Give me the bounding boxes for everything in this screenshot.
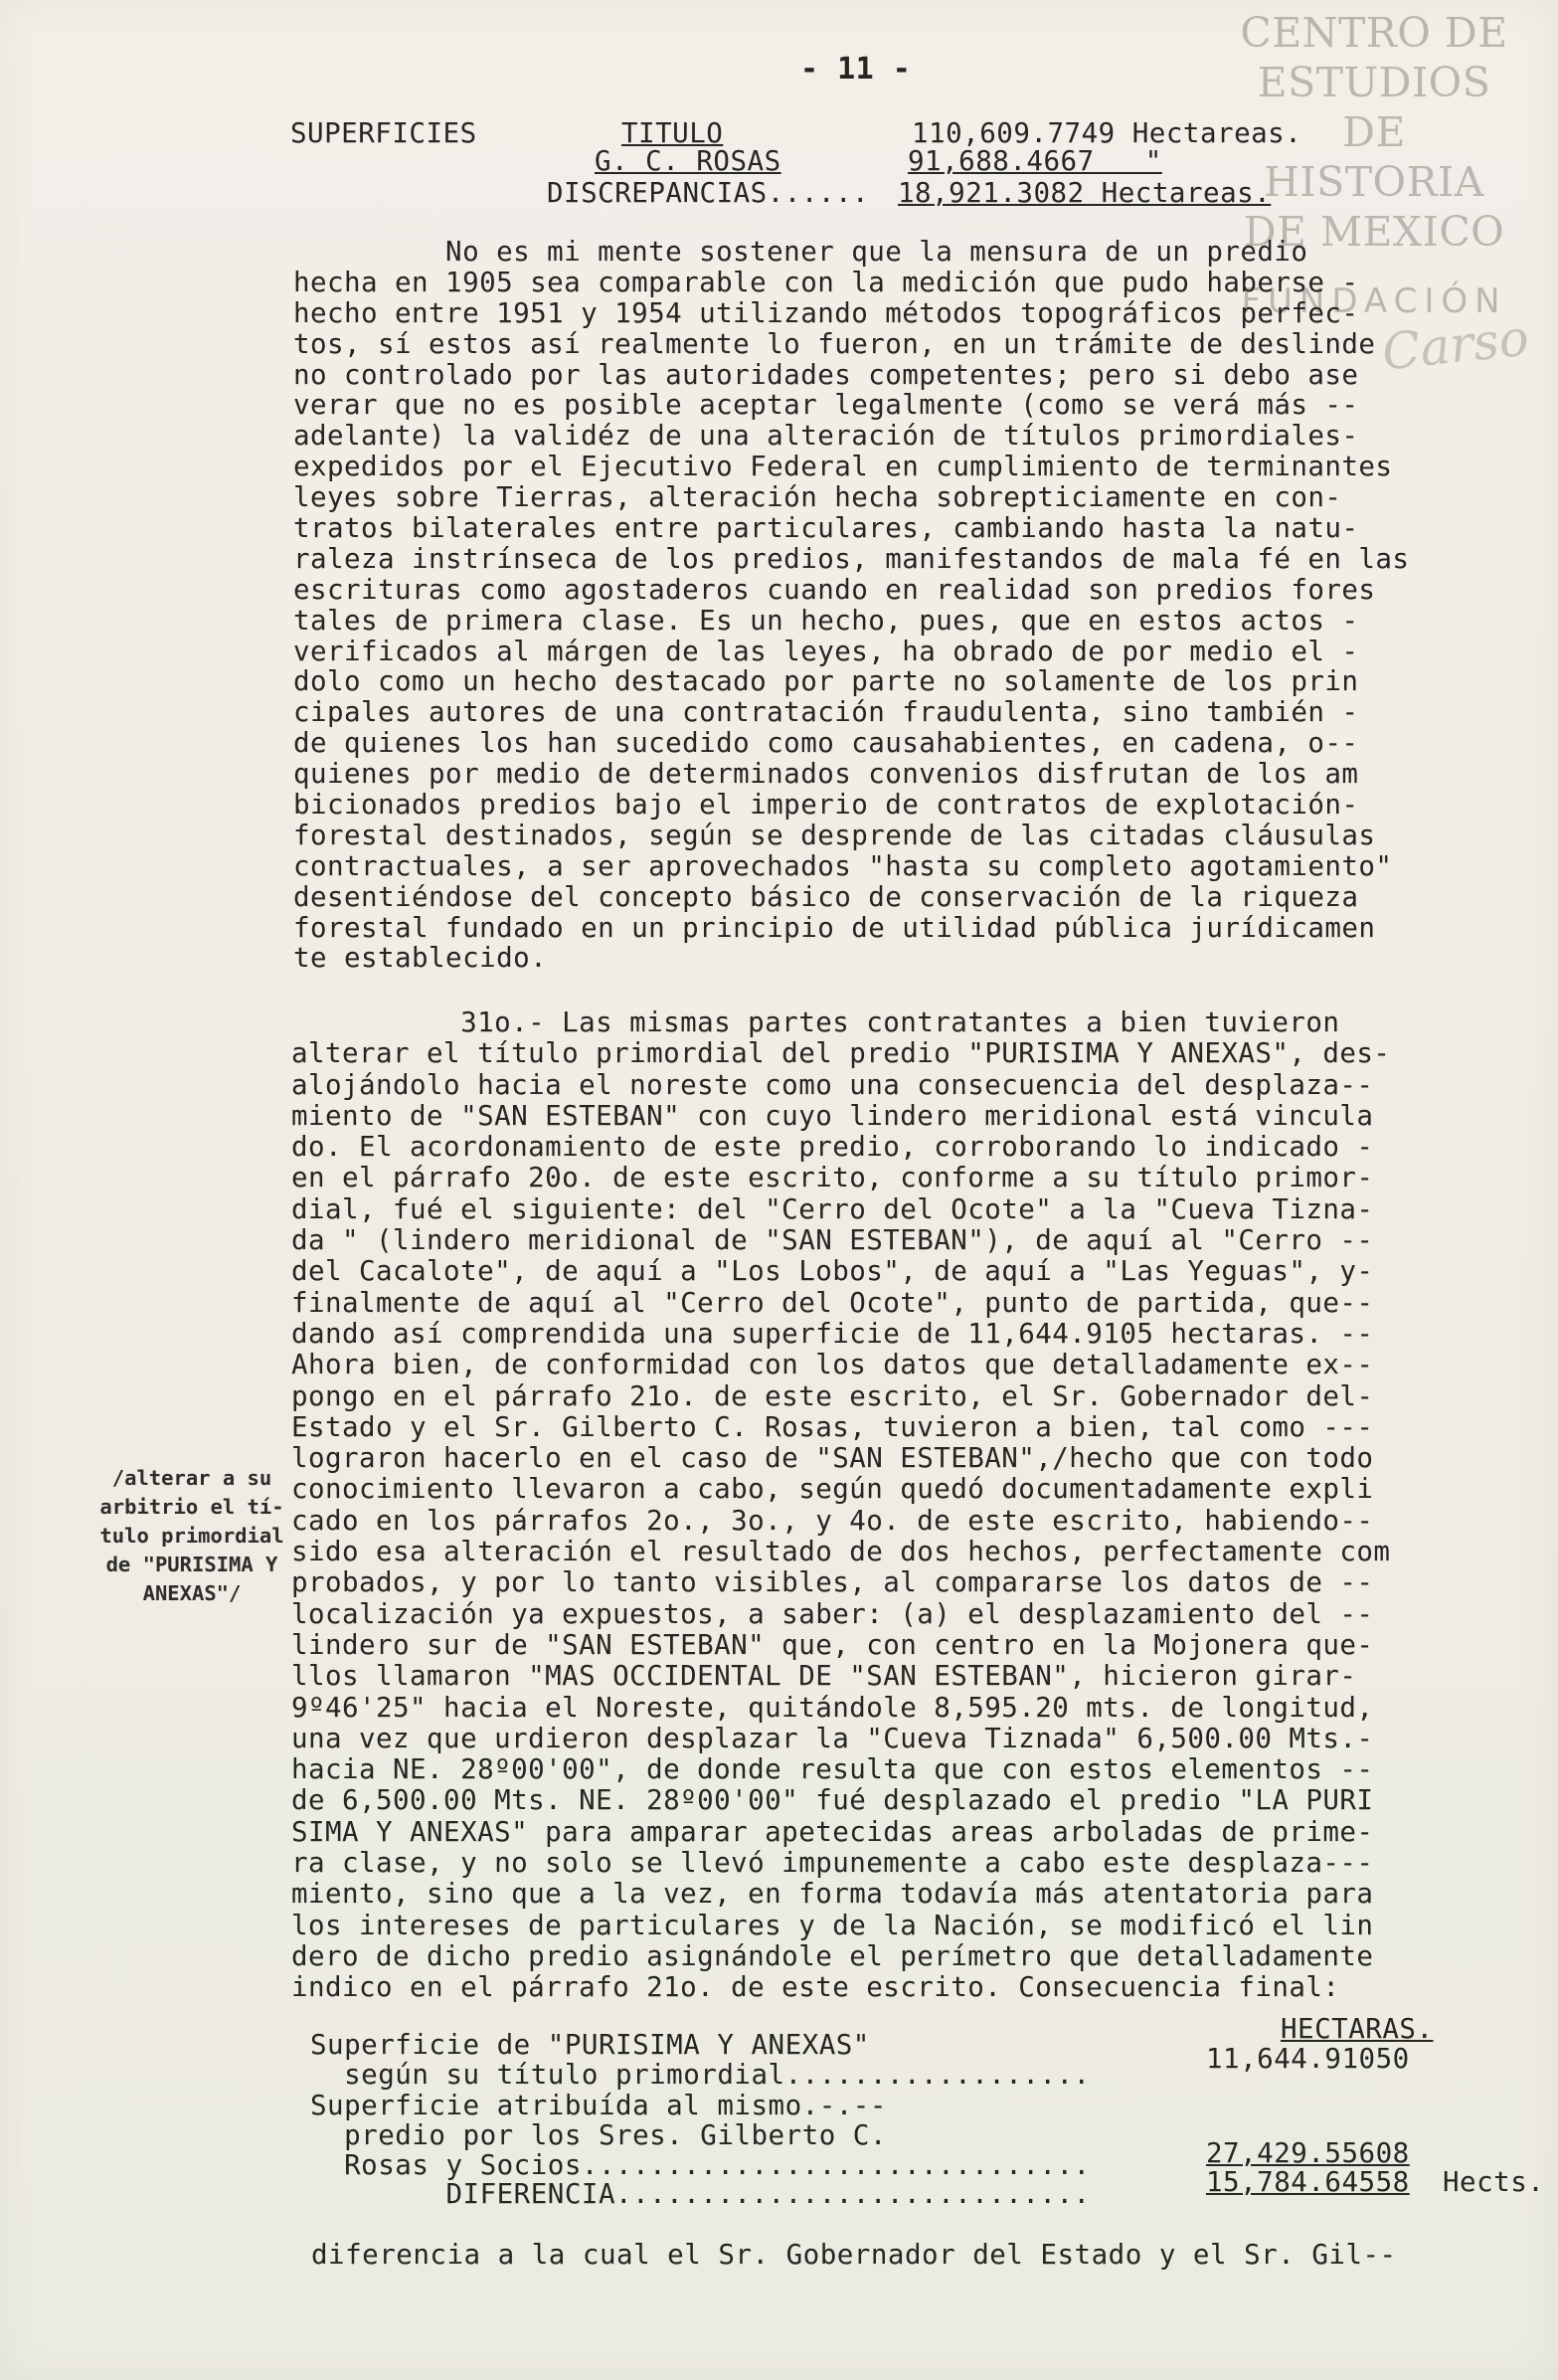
text-line: dando así comprendida una superficie de 11,644.9105 hectaras. -- [291, 1317, 1374, 1350]
text-line: forestal destinados, según se desprende de las citadas cláusulas [293, 819, 1376, 851]
paragraph-2 [291, 1007, 1544, 2004]
text-line: cado en los párrafos 2o., 3o., y 4o. de este escrito, habiendo-- [291, 1504, 1374, 1537]
text-line: hecho entre 1951 y 1954 utilizando métodos topográficos perfec- [293, 296, 1359, 329]
text-line: SIMA Y ANEXAS" para amparar apetecidas areas arboladas de prime- [291, 1815, 1374, 1848]
text-line: llos llamaron "MAS OCCIDENTAL DE "SAN ESTEBAN", hicieron girar- [291, 1660, 1357, 1693]
text-line: una vez que urdieron desplazar la "Cueva Tiznada" 6,500.00 Mts.- [291, 1722, 1374, 1754]
watermark-line: ESTUDIOS [1257, 59, 1491, 106]
summary-difference-value: 15,784.64558 [1206, 2166, 1410, 2198]
text-line: dial, fué el siguiente: del "Cerro del Ocote" a la "Cueva Tizna- [291, 1192, 1374, 1225]
text-line: tratos bilaterales entre particulares, cambiando hasta la natu- [293, 512, 1359, 545]
margin-note-line: /alterar a su [111, 1466, 272, 1490]
summary-header: HECTARAS. [1281, 2013, 1434, 2045]
text-line: en el párrafo 20o. de este escrito, conforme a su título primor- [291, 1162, 1374, 1194]
text-line: indico en el párrafo 21o. de este escrito. Consecuencia final: [291, 1971, 1340, 2004]
summary-row1-value: 11,644.91050 [1206, 2043, 1410, 2075]
text-line: tales de primera clase. Es un hecho, pues, que en estos actos - [293, 604, 1359, 637]
text-line: localización ya expuestos, a saber: (a) el desplazamiento del -- [291, 1597, 1374, 1630]
text-line: finalmente de aquí al "Cerro del Ocote", punto de partida, que-- [291, 1286, 1374, 1319]
text-line: conocimiento llevaron a cabo, según quedó documentadamente expli [291, 1473, 1374, 1506]
watermark-subtitle: FUNDACIÓN [1241, 281, 1507, 321]
text-line: adelante) la validéz de una alteración de títulos primordiales- [293, 420, 1359, 453]
watermark-line: DE HISTORIA [1264, 108, 1484, 206]
text-line: dero de dicho predio asignándole el perímetro que detalladamente [291, 1939, 1374, 1972]
text-line: da " (lindero meridional de "SAN ESTEBAN"), de aquí al "Cerro -- [291, 1224, 1374, 1257]
summary-row1-line2: según su título primordial.................. [310, 2059, 1091, 2091]
text-line: desentiéndose del concepto básico de conservación de la riqueza [293, 880, 1359, 913]
text-line: miento de "SAN ESTEBAN" con cuyo lindero meridional está vincula [291, 1099, 1374, 1132]
text-line: ra clase, y no solo se llevó impunemente a cabo este desplaza--- [291, 1847, 1374, 1880]
discrepancias-label: DISCREPANCIAS...... [547, 177, 870, 209]
text-line: Ahora bien, de conformidad con los datos que detalladamente ex-- [291, 1349, 1374, 1381]
watermark-line: DE MEXICO [1243, 208, 1505, 256]
summary-row2-line2: predio por los Sres. Gilberto C. [310, 2119, 887, 2151]
text-line: alterar el título primordial del predio "PURISIMA Y ANEXAS", des- [291, 1037, 1391, 1070]
text-line: sido esa alteración el resultado de dos hechos, perfectamente com [291, 1536, 1391, 1568]
text-line: lograron hacerlo en el caso de "SAN ESTEBAN",/hecho que con todo [291, 1442, 1374, 1475]
text-line: tos, sí estos así realmente lo fueron, en un trámite de deslinde [293, 327, 1376, 360]
text-line: contractuales, a ser aprovechados "hasta su completo agotamiento" [293, 849, 1393, 882]
text-line: verificados al márgen de las leyes, ha obrado de por medio el - [293, 635, 1359, 667]
text-line: del Cacalote", de aquí a "Los Lobos", de aquí a "Las Yeguas", y- [291, 1255, 1374, 1288]
text-line: 9º46'25" hacia el Noreste, quitándole 8,595.20 mts. de longitud, [291, 1691, 1374, 1724]
summary-row1-line1: Superficie de "PURISIMA Y ANEXAS" [310, 2029, 870, 2061]
text-line: te establecido. [293, 942, 548, 975]
text-line: dolo como un hecho destacado por parte no solamente de los prin [293, 665, 1359, 698]
text-line: hacia NE. 28º00'00", de donde resulta que con estos elementos -- [291, 1753, 1374, 1786]
text-line: cipales autores de una contratación fraudulenta, sino también - [293, 696, 1359, 729]
summary-row2-value: 27,429.55608 [1206, 2137, 1410, 2169]
text-line: alojándolo hacia el noreste como una consecuencia del desplaza-- [291, 1068, 1374, 1101]
text-line: lindero sur de "SAN ESTEBAN" que, con centro en la Mojonera que- [291, 1628, 1374, 1661]
margin-note-line: arbitrio el tí- [99, 1495, 284, 1519]
text-line: quienes por medio de determinados convenios disfrutan de los am [293, 758, 1359, 791]
superficies-label: SUPERFICIES [290, 117, 477, 149]
watermark-signature: Carso [1379, 308, 1532, 382]
discrepancias-value: 18,921.3082 Hectareas. [898, 177, 1272, 209]
margin-note [68, 1464, 316, 1608]
margin-note-line: ANEXAS"/ [142, 1581, 242, 1605]
summary-row2-line3: Rosas y Socios.............................. [310, 2149, 1091, 2181]
text-line: de quienes los han sucedido como causahabientes, en cadena, o-- [293, 727, 1359, 760]
text-line: los intereses de particulares y de la Nación, se modificó el lin [291, 1909, 1374, 1941]
text-line: Estado y el Sr. Gilberto C. Rosas, tuvieron a bien, tal como --- [291, 1410, 1374, 1443]
text-line: forestal fundado en un principio de utilidad pública jurídicamen [293, 911, 1376, 944]
gc-rosas-value: 91,688.4667 " [908, 145, 1162, 177]
text-line: miento, sino que a la vez, en forma todavía más atentatoria para [291, 1878, 1374, 1911]
page-number: - 11 - [800, 52, 912, 87]
watermark-line: CENTRO DE [1240, 9, 1508, 57]
continuation-line: diferencia a la cual el Sr. Gobernador del Estado y el Sr. Gil-- [311, 2239, 1397, 2271]
margin-note-line: de "PURISIMA Y [105, 1553, 278, 1576]
summary-difference-label: DIFERENCIA............................ [310, 2178, 1091, 2210]
paragraph-1 [293, 237, 1536, 974]
text-line: 31o.- Las mismas partes contratantes a bien tuvieron [291, 1007, 1340, 1038]
margin-note-line: tulo primordial [99, 1524, 284, 1548]
text-line: hecha en 1905 sea comparable con la medición que pudo haberse - [293, 266, 1359, 298]
gc-rosas-label: G. C. ROSAS [595, 145, 781, 177]
text-line: de 6,500.00 Mts. NE. 28º00'00" fué desplazado el predio "LA PURI [291, 1784, 1374, 1817]
titulo-value: 110,609.7749 Hectareas. [912, 117, 1302, 149]
summary-difference-unit: Hects. [1443, 2166, 1545, 2198]
text-line: escrituras como agostaderos cuando en realidad son predios fores [293, 573, 1376, 606]
text-line: bicionados predios bajo el imperio de contratos de explotación- [293, 789, 1359, 822]
titulo-label: TITULO [621, 117, 724, 149]
text-line: pongo en el párrafo 21o. de este escrito, el Sr. Gobernador del- [291, 1379, 1374, 1412]
text-line: leyes sobre Tierras, alteración hecha sobrepticiamente en con- [293, 481, 1342, 514]
text-line: probados, y por lo tanto visibles, al compararse los datos de -- [291, 1566, 1374, 1599]
text-line: verar que no es posible aceptar legalmente (como se verá más -- [293, 389, 1359, 422]
text-line: raleza instrínseca de los predios, manifestandos de mala fé en las [293, 542, 1410, 575]
summary-row2-line1: Superficie atribuída al mismo.-.-- [310, 2090, 887, 2121]
text-line: no controlado por las autoridades competentes; pero si debo ase [293, 358, 1359, 391]
text-line: do. El acordonamiento de este predio, corroborando lo indicado - [291, 1131, 1374, 1164]
text-line: No es mi mente sostener que la mensura de un predio [293, 236, 1308, 268]
text-line: expedidos por el Ejecutivo Federal en cumplimiento de terminantes [293, 451, 1393, 483]
